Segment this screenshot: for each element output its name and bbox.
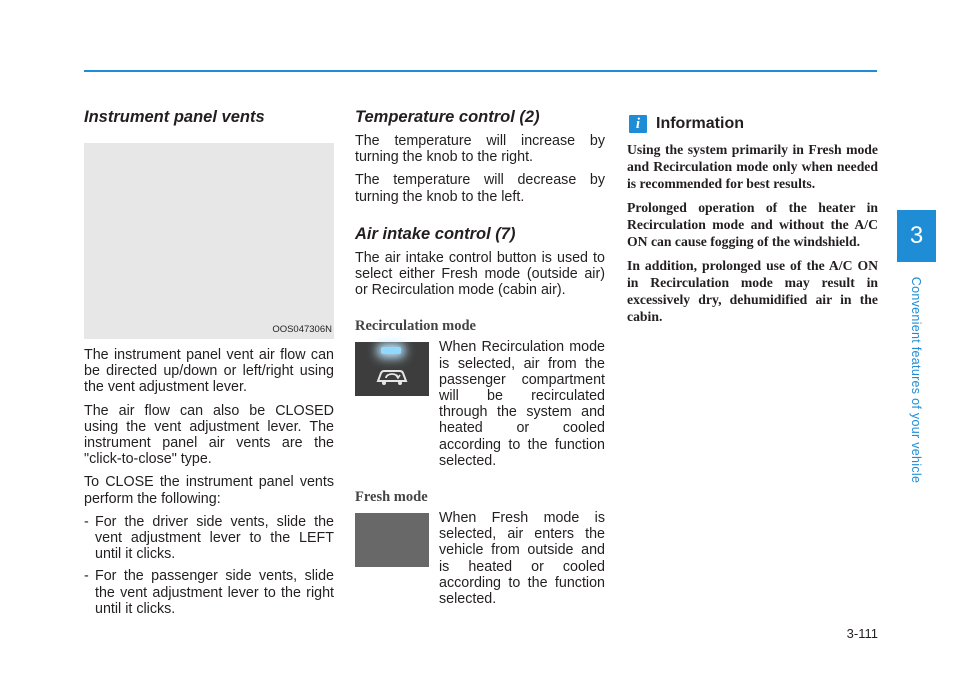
recirculation-mode-row bbox=[355, 339, 605, 469]
chapter-number-tab: 3 bbox=[897, 210, 936, 262]
climate-controls-section bbox=[355, 108, 605, 607]
air-intake-heading: Air intake control (7) bbox=[355, 224, 516, 243]
list-item: - For the passenger side vents, slide the vent adjustment lever to the right until it clicks. bbox=[84, 568, 334, 617]
recirculation-car-icon bbox=[375, 364, 409, 388]
fresh-mode-heading: Fresh mode bbox=[355, 489, 428, 506]
instrument-panel-vents-heading: Instrument panel vents bbox=[84, 108, 265, 126]
vent-paragraph-1: The instrument panel vent air flow can be directed up/down or left/right using the vent adjustment lever. bbox=[84, 347, 334, 396]
info-icon: i bbox=[629, 115, 647, 133]
vent-illustration bbox=[84, 143, 334, 339]
header-rule bbox=[84, 70, 877, 72]
page-number: 3-111 bbox=[846, 626, 878, 641]
air-intake-paragraph: The air intake control button is used to select either Fresh mode (outside air) or Recirculation mode (cabin air). bbox=[355, 249, 605, 299]
chapter-title-text: Convenient features of your vehicle bbox=[909, 276, 924, 484]
indicator-lamp-icon bbox=[381, 347, 401, 354]
image-code: OOS047306N bbox=[272, 324, 332, 335]
fresh-mode-row bbox=[355, 510, 605, 607]
instrument-panel-vents-section bbox=[84, 108, 334, 623]
vent-paragraph-2: The air flow can also be CLOSED using the vent adjustment lever. The instrument panel air vents are the "click-to-close" type. bbox=[84, 402, 334, 468]
information-title: Information bbox=[656, 115, 744, 132]
information-box bbox=[627, 115, 878, 325]
temperature-paragraph-2: The temperature will decrease by turning the knob to the left. bbox=[355, 172, 605, 205]
recirculation-button-image bbox=[355, 342, 429, 396]
close-steps-list bbox=[84, 514, 334, 617]
fresh-mode-text: When Fresh mode is selected, air enters the vehicle from outside and is heated or cooled according to the function selected. bbox=[439, 510, 605, 608]
information-paragraph-3: In addition, prolonged use of the A/C ON in Recirculation mode may result in excessively dry, dehumidified air in the cabin. bbox=[627, 258, 878, 324]
list-item: - For the driver side vents, slide the vent adjustment lever to the LEFT until it clicks. bbox=[84, 513, 334, 563]
temperature-paragraph-1: The temperature will increase by turning the knob to the right. bbox=[355, 133, 605, 166]
fresh-mode-button-image bbox=[355, 513, 429, 567]
information-header bbox=[629, 115, 878, 133]
recirculation-mode-text: When Recirculation mode is selected, air from the passenger compartment will be recirculated through the system and heated or cooled according to the function selected. bbox=[439, 339, 605, 469]
recirculation-mode-heading: Recirculation mode bbox=[355, 318, 476, 335]
chapter-title bbox=[898, 262, 934, 498]
temperature-control-heading: Temperature control (2) bbox=[355, 108, 540, 126]
vent-paragraph-3: To CLOSE the instrument panel vents perform the following: bbox=[84, 474, 334, 507]
information-paragraph-1: Using the system primarily in Fresh mode and Recirculation mode only when needed is recommended for best results. bbox=[627, 142, 878, 191]
information-paragraph-2: Prolonged operation of the heater in Recirculation mode and without the A/C ON can cause fogging of the windshield. bbox=[627, 200, 878, 249]
